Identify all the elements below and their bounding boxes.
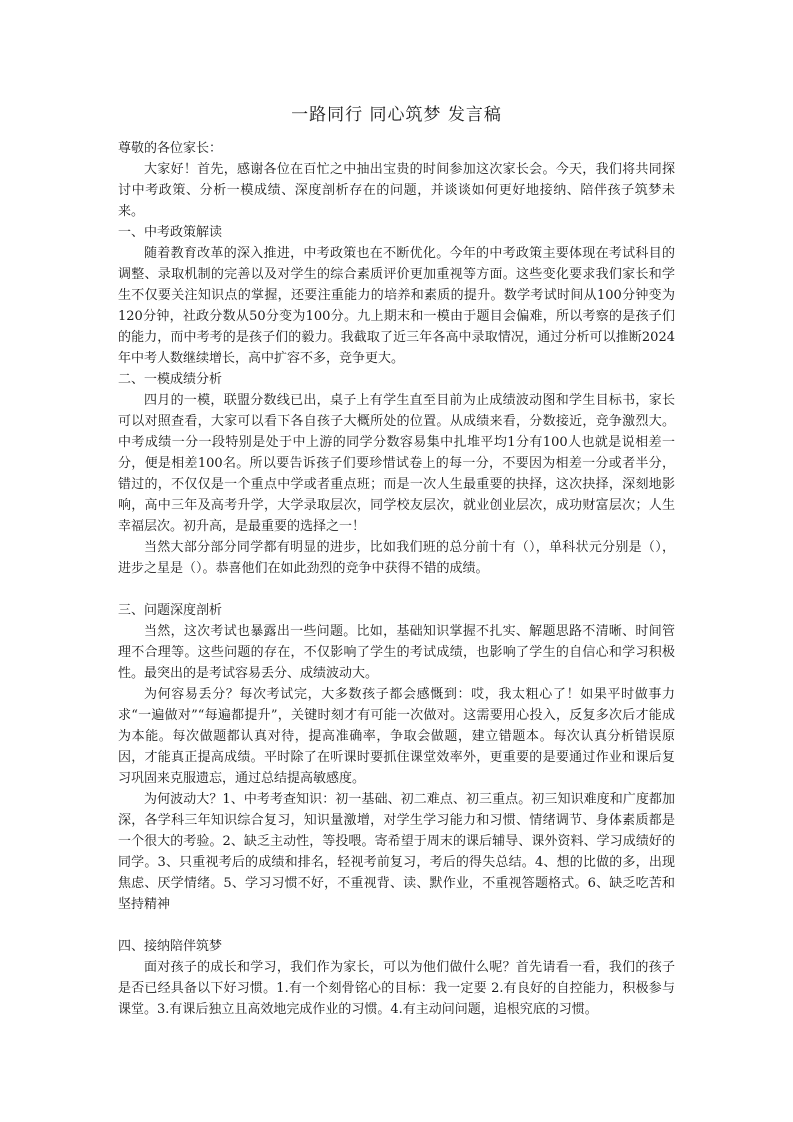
greeting: 尊敬的各位家长： bbox=[118, 141, 223, 156]
support-paragraph: 面对孩子的成长和学习，我们作为家长，可以为他们做什么呢？首先请看一看，我们的孩子是否已经具备以下好习惯。1.有一个刻骨铭心的目标：我一定要 2.有良好的自控能力，积极参与课堂。3.有课后独立且高效地完成作业的习惯。4.有主动问问题，追根究底的习惯。 bbox=[118, 960, 675, 1017]
problems-paragraph-1: 当然，这次考试也暴露出一些问题。比如，基础知识掌握不扎实、解题思路不清晰、时间管理不合理等。这些问题的存在，不仅影响了学生的考试成绩，也影响了学生的自信心和学习积极性。最突出的是考试容易丢分、成绩波动大。 bbox=[118, 624, 675, 681]
policy-paragraph: 随着教育改革的深入推进，中考政策也在不断优化。今年的中考政策主要体现在考试科目的调整、录取机制的完善以及对学生的综合素质评价更加重视等方面。这些变化要求我们家长和学生不仅要关注知识点的掌握，还要注重能力的培养和素质的提升。数学考试时间从100分钟变为120分钟，社政分数从50分变为100分。九上期末和一模由于题目会偏难，所以考察的是孩子们的能力，而中考考的是孩子们的毅力。我截取了近三年各高中录取情况，通过分析可以推断2024年中考人数继续增长，高中扩容不多，竞争更大。 bbox=[118, 246, 675, 366]
document-body bbox=[118, 138, 675, 1020]
document-title: 一路同行 同心筑梦 发言稿 bbox=[291, 105, 502, 125]
spacer bbox=[118, 579, 675, 600]
scores-paragraph-1: 四月的一模，联盟分数线已出，桌子上有学生直至目前为止成绩波动图和学生目标书，家长可以对照查看，大家可以看下各自孩子大概所处的位置。从成绩来看，分数接近，竞争激烈大。中考成绩一分一段特别是处于中上游的同学分数容易集中扎堆平均1分有100人也就是说相差一分，便是相差100名。所以要告诉孩子们要珍惜试卷上的每一分，不要因为相差一分或者半分，错过的，不仅仅是一个重点中学或者重点班；而是一次人生最重要的抉择，这次抉择，深刻地影响，高中三年及高考升学，大学录取层次，同学校友层次，就业创业层次，成功财富层次；人生幸福层次。初升高，是最重要的选择之一！ bbox=[118, 393, 675, 534]
section-heading-policy: 一、中考政策解读 bbox=[118, 225, 223, 240]
problems-paragraph-2: 为何容易丢分？每次考试完，大多数孩子都会感慨到：哎，我太粗心了！如果平时做事力求“一遍做对”“每遍都提升”，关键时刻才有可能一次做对。这需要用心投入，反复多次后才能成为本能。每次做题都认真对待，提高准确率，争取会做题，建立错题本。每次认真分析错误原因，才能真正提高成绩。平时除了在听课时要抓住课堂效率外，更重要的是要通过作业和课后复习巩固来克服遗忘，通过总结提高敏感度。 bbox=[118, 687, 675, 786]
section-heading-problems: 三、问题深度剖析 bbox=[118, 603, 223, 618]
section-heading-scores: 二、一模成绩分析 bbox=[118, 372, 223, 387]
problems-paragraph-3: 为何波动大？1、中考考查知识：初一基础、初二难点、初三重点。初三知识难度和广度都加深，各学科三年知识综合复习，知识量激增，对学生学习能力和习惯、情绪调节、身体素质都是一个很大的考验。2、缺乏主动性，等投喂。寄希望于周末的课后辅导、课外资料、学习成绩好的同学。3、只重视考后的成绩和排名，轻视考前复习，考后的得失总结。4、想的比做的多，出现焦虑、厌学情绪。5、学习习惯不好，不重视背、读、默作业，不重视答题格式。6、缺乏吃苦和坚持精神 bbox=[118, 792, 675, 912]
spacer bbox=[118, 915, 675, 936]
section-heading-support: 四、接纳陪伴筑梦 bbox=[118, 939, 223, 954]
scores-paragraph-2: 当然大部分部分同学都有明显的进步，比如我们班的总分前十有（），单科状元分别是（），进步之星是（）。恭喜他们在如此劲烈的竞争中获得不错的成绩。 bbox=[118, 540, 675, 576]
intro-paragraph: 大家好！首先，感谢各位在百忙之中抽出宝贵的时间参加这次家长会。今天，我们将共同探讨中考政策、分析一模成绩、深度剖析存在的问题，并谈谈如何更好地接纳、陪伴孩子筑梦未来。 bbox=[118, 162, 675, 219]
